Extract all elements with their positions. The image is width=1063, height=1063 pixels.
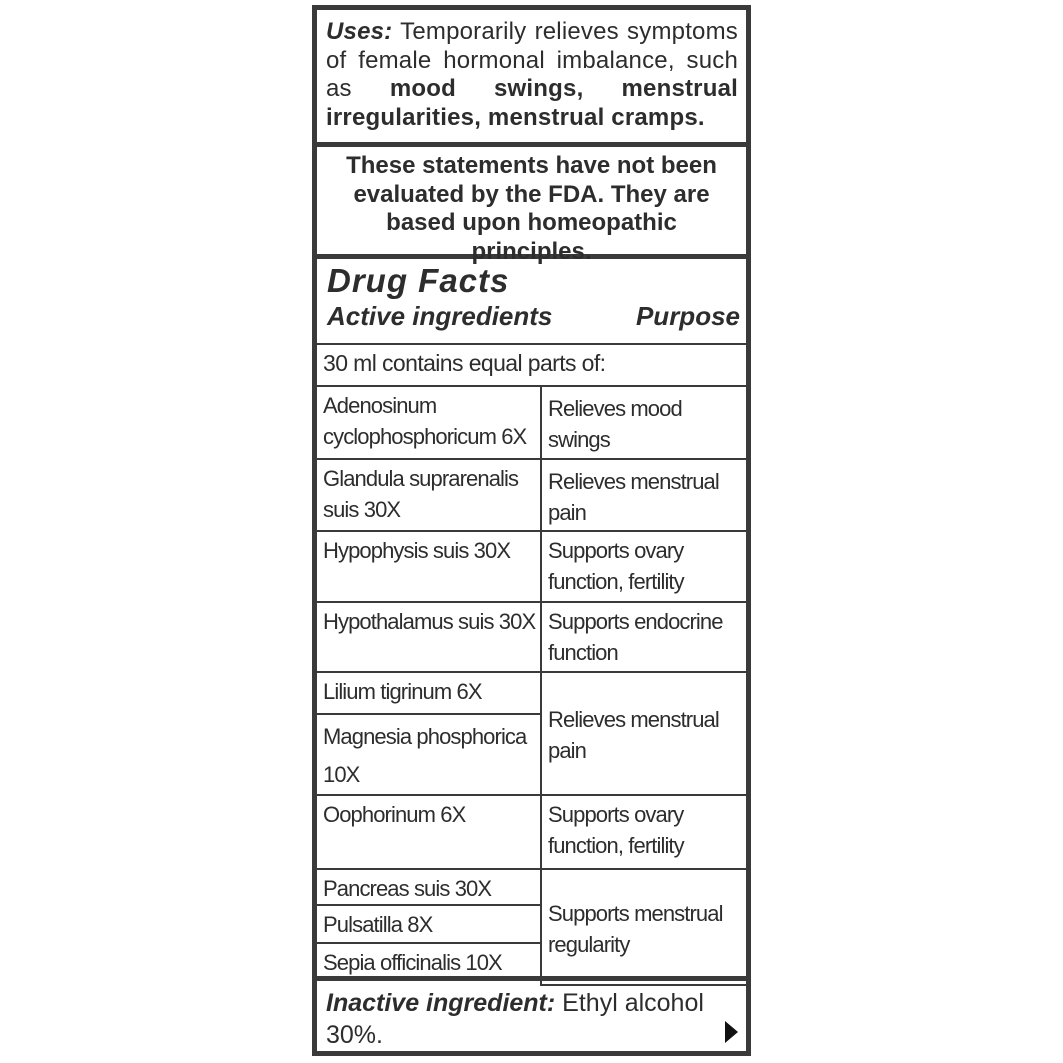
ingredient-name: Sepia officinalis 10X [317,943,541,985]
ingredient-purpose: Relieves menstrual pain [541,672,746,795]
ingredient-purpose: Supports menstrual regularity [541,869,746,985]
ingredient-name: Magnesia phosphorica 10X [317,714,541,795]
ingredient-name: Hypophysis suis 30X [317,531,541,602]
contains-line: 30 ml contains equal parts of: [317,345,746,387]
ingredients-table [317,387,746,986]
drug-facts-label [312,5,751,1056]
purpose-heading: Purpose [635,301,740,331]
table-row [317,602,746,672]
uses-label: Uses: [326,18,393,45]
table-row [317,795,746,869]
ingredient-name: Adenosinum cyclophosphoricum 6X [317,387,541,459]
uses-section [317,10,746,147]
ingredient-purpose: Supports ovary function, fertility [541,531,746,602]
table-row [317,459,746,531]
ingredient-purpose: Relieves mood swings [541,387,746,459]
table-row [317,869,746,905]
inactive-ingredient-label: Inactive ingredient: [326,989,556,1017]
column-headers [327,299,740,333]
ingredient-purpose: Relieves menstrual pain [541,459,746,531]
ingredient-name: Hypothalamus suis 30X [317,602,541,672]
ingredient-name: Lilium tigrinum 6X [317,672,541,714]
ingredient-purpose: Supports endocrine function [541,602,746,672]
fda-statement: These statements have not been evaluated by the FDA. They are based upon homeopathic principles. [317,147,746,259]
uses-symptoms: mood swings, menstrual irregularities, menstrual cramps. [326,75,739,131]
ingredient-name: Pancreas suis 30X [317,869,541,905]
active-ingredients-heading: Active ingredients [327,301,553,331]
uses-text: Temporarily relieves symptoms of female hormonal imbalance, such as [326,18,739,102]
ingredient-purpose: Supports ovary function, fertility [541,795,746,869]
inactive-ingredient-section [317,976,746,1051]
drug-facts-header [317,259,746,345]
drug-facts-title: Drug Facts [327,262,510,299]
continue-arrow-icon [725,1021,738,1043]
ingredient-name: Glandula suprarenalis suis 30X [317,459,541,531]
table-row [317,531,746,602]
table-row [317,387,746,459]
table-row [317,672,746,714]
ingredient-name: Oophorinum 6X [317,795,541,869]
ingredient-name: Pulsatilla 8X [317,905,541,943]
inactive-ingredient-text: Ethyl alcohol 30%. [326,989,704,1049]
